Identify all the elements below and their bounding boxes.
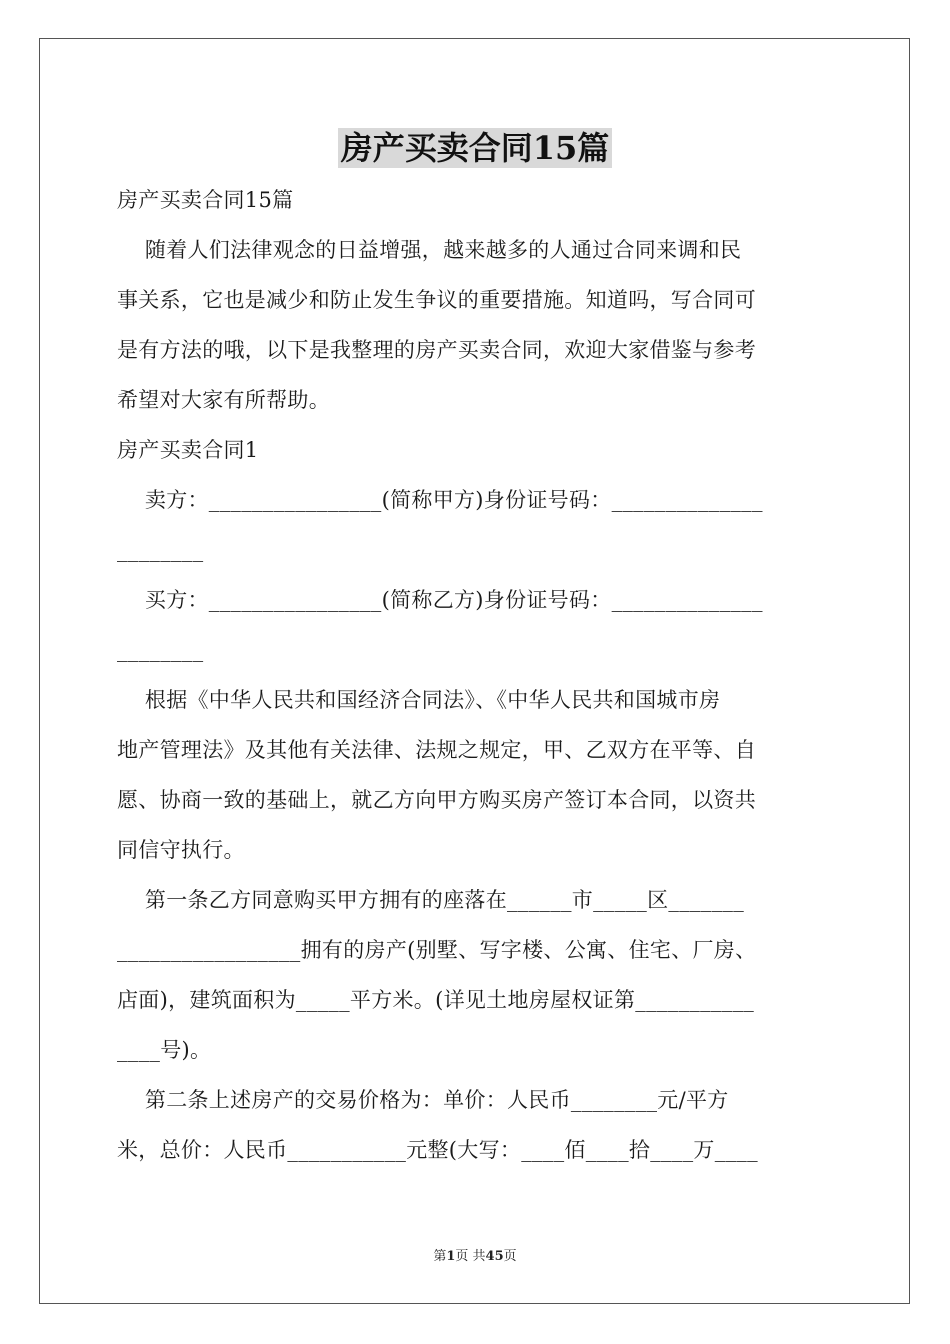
body-line: 事关系，它也是减少和防止发生争议的重要措施。知道吗，写合同可 bbox=[117, 288, 756, 312]
body-line: 希望对大家有所帮助。 bbox=[117, 388, 330, 412]
footer-page-number: 1 bbox=[446, 1249, 456, 1264]
body-line: 卖方：________________(简称甲方)身份证号码：______________ bbox=[117, 488, 763, 512]
body-line: 同信守执行。 bbox=[117, 838, 245, 862]
body-line: 地产管理法》及其他有关法律、法规之规定，甲、乙双方在平等、自 bbox=[117, 738, 756, 762]
footer-suffix: 页 bbox=[503, 1249, 517, 1264]
body-line: 买方：________________(简称乙方)身份证号码：______________ bbox=[117, 588, 763, 612]
body-line: ________ bbox=[117, 538, 204, 562]
body-line: ________ bbox=[117, 638, 204, 662]
section-heading: 房产买卖合同1 bbox=[117, 438, 259, 462]
title-container bbox=[0, 128, 950, 168]
body-line: 米，总价：人民币___________元整(大写：____佰____拾____万____ bbox=[117, 1138, 758, 1162]
body-line: 随着人们法律观念的日益增强，越来越多的人通过合同来调和民 bbox=[117, 238, 742, 262]
body-line: _________________拥有的房产(别墅、写字楼、公寓、住宅、厂房、 bbox=[117, 938, 757, 962]
body-line: 店面)，建筑面积为_____平方米。(详见土地房屋权证第___________ bbox=[117, 988, 755, 1012]
footer-total-pages: 45 bbox=[485, 1249, 504, 1264]
document-subtitle: 房产买卖合同15篇 bbox=[117, 188, 294, 212]
document-title: 房产买卖合同15篇 bbox=[338, 128, 613, 168]
body-line: 根据《中华人民共和国经济合同法》、《中华人民共和国城市房 bbox=[117, 688, 721, 712]
body-line: 第二条上述房产的交易价格为：单价：人民币________元/平方 bbox=[117, 1088, 729, 1112]
body-line: 第一条乙方同意购买甲方拥有的座落在______市_____区_______ bbox=[117, 888, 744, 912]
footer-mid: 页 共 bbox=[455, 1249, 486, 1264]
page-border bbox=[39, 38, 910, 1304]
page-footer bbox=[0, 1248, 950, 1266]
body-line: 愿、协商一致的基础上，就乙方向甲方购买房产签订本合同，以资共 bbox=[117, 788, 756, 812]
body-line: 是有方法的哦，以下是我整理的房产买卖合同，欢迎大家借鉴与参考 bbox=[117, 338, 756, 362]
body-line: ____号)。 bbox=[117, 1038, 212, 1062]
footer-prefix: 第 bbox=[433, 1249, 447, 1264]
